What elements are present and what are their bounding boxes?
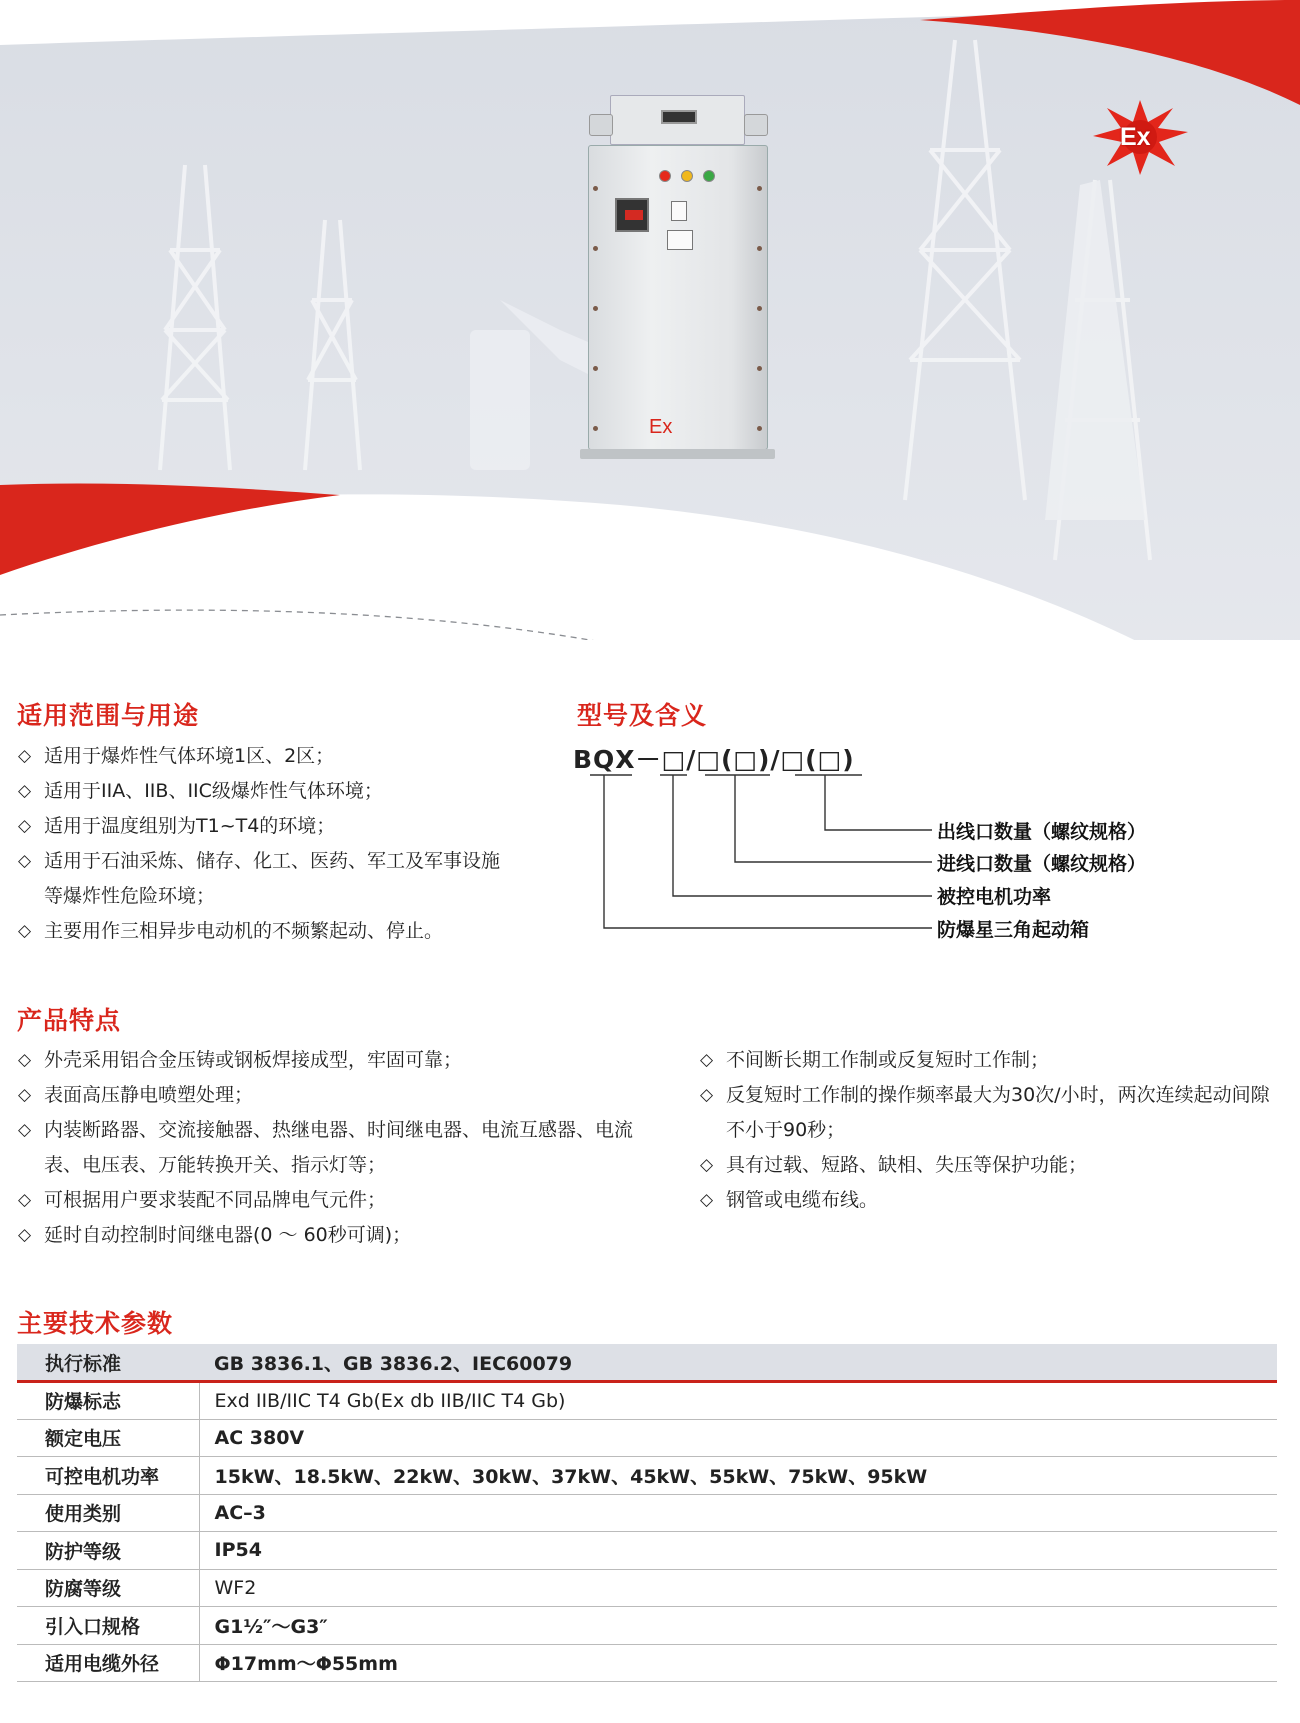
list-item: ◇ 内装断路器、交流接触器、热继电器、时间继电器、电流互感器、电流表、电压表、万能转换开关、指示灯等； [18,1113,648,1183]
model-label-outlet: 出线口数量（螺纹规格） [937,821,1147,843]
param-key: 防腐等级 [17,1569,199,1607]
table-row [17,1382,1277,1420]
scope-list [18,739,518,949]
explosion-proof-cabinet-image [580,95,775,460]
yellow-indicator-lamp-icon [681,170,693,182]
cable-gland-icon [744,114,768,136]
param-value: 15kW、18.5kW、22kW、30kW、37kW、45kW、55kW、75kW、95kW [199,1457,1277,1495]
ex-badge-text: Ex [1120,123,1151,151]
cabinet-junction-box [610,95,745,145]
params-title: 主要技术参数 [17,1309,174,1338]
list-item: ◇ 延时自动控制时间继电器(0 ～ 60秒可调)； [18,1218,648,1253]
model-code: BQX－□/□(□)/□(□) [573,745,855,774]
model-title: 型号及含义 [577,701,708,730]
table-row [17,1569,1277,1607]
list-item: ◇ 适用于IIA、IIB、IIC级爆炸性气体环境； [18,774,518,809]
param-key: 适用电缆外径 [17,1644,199,1682]
cabinet-window [661,110,697,124]
param-value: Exd IIB/IIC T4 Gb(Ex db IIB/IIC T4 Gb) [199,1382,1277,1420]
green-indicator-lamp-icon [703,170,715,182]
meter-icon [671,201,687,221]
param-value: Φ17mm～Φ55mm [199,1644,1277,1682]
cabinet-ex-mark: Ex [649,416,673,438]
param-value: IP54 [199,1532,1277,1570]
rotary-switch-icon [615,198,649,232]
features-list-right [700,1043,1285,1218]
param-value: GB 3836.1、GB 3836.2、IEC60079 [199,1344,1277,1382]
param-value: WF2 [199,1569,1277,1607]
table-row [17,1419,1277,1457]
red-indicator-lamp-icon [659,170,671,182]
param-key: 额定电压 [17,1419,199,1457]
param-value: AC 380V [199,1419,1277,1457]
table-row [17,1494,1277,1532]
meter-icon [667,230,693,250]
model-label-power: 被控电机功率 [937,886,1052,908]
cabinet-base [580,449,775,459]
scope-title: 适用范围与用途 [17,701,200,730]
model-label-type: 防爆星三角起动箱 [937,919,1090,941]
table-row [17,1344,1277,1382]
model-label-inlet: 进线口数量（螺纹规格） [937,853,1147,875]
param-key: 执行标准 [17,1344,199,1382]
param-key: 引入口规格 [17,1607,199,1645]
table-row [17,1644,1277,1682]
model-connector-lines [590,770,940,940]
param-key: 使用类别 [17,1494,199,1532]
features-list-left [18,1043,648,1253]
red-swoosh-left [0,483,340,575]
list-item: ◇ 适用于石油采炼、储存、化工、医药、军工及军事设施等爆炸性危险环境； [18,844,518,914]
list-item: ◇ 外壳采用铝合金压铸或钢板焊接成型，牢固可靠； [18,1043,648,1078]
table-row [17,1607,1277,1645]
list-item: ◇ 钢管或电缆布线。 [700,1183,1285,1218]
list-item: ◇ 反复短时工作制的操作频率最大为30次/小时，两次连续起动间隙不小于90秒； [700,1078,1285,1148]
cable-gland-icon [589,114,613,136]
cabinet-body [588,145,768,450]
param-key: 防护等级 [17,1532,199,1570]
list-item: ◇ 适用于温度组别为T1~T4的环境； [18,809,518,844]
list-item: ◇ 具有过载、短路、缺相、失压等保护功能； [700,1148,1285,1183]
table-row [17,1457,1277,1495]
param-value: AC–3 [199,1494,1277,1532]
param-key: 防爆标志 [17,1382,199,1420]
list-item: ◇ 主要用作三相异步电动机的不频繁起动、停止。 [18,914,518,949]
list-item: ◇ 可根据用户要求装配不同品牌电气元件； [18,1183,648,1218]
list-item: ◇ 适用于爆炸性气体环境1区、2区； [18,739,518,774]
hero-banner [0,0,1300,640]
param-key: 可控电机功率 [17,1457,199,1495]
ex-badge [1093,100,1188,175]
list-item: ◇ 表面高压静电喷塑处理； [18,1078,648,1113]
param-value: G1½″～G3″ [199,1607,1277,1645]
params-table [17,1344,1277,1682]
table-row [17,1532,1277,1570]
features-title: 产品特点 [17,1006,122,1035]
list-item: ◇ 不间断长期工作制或反复短时工作制； [700,1043,1285,1078]
